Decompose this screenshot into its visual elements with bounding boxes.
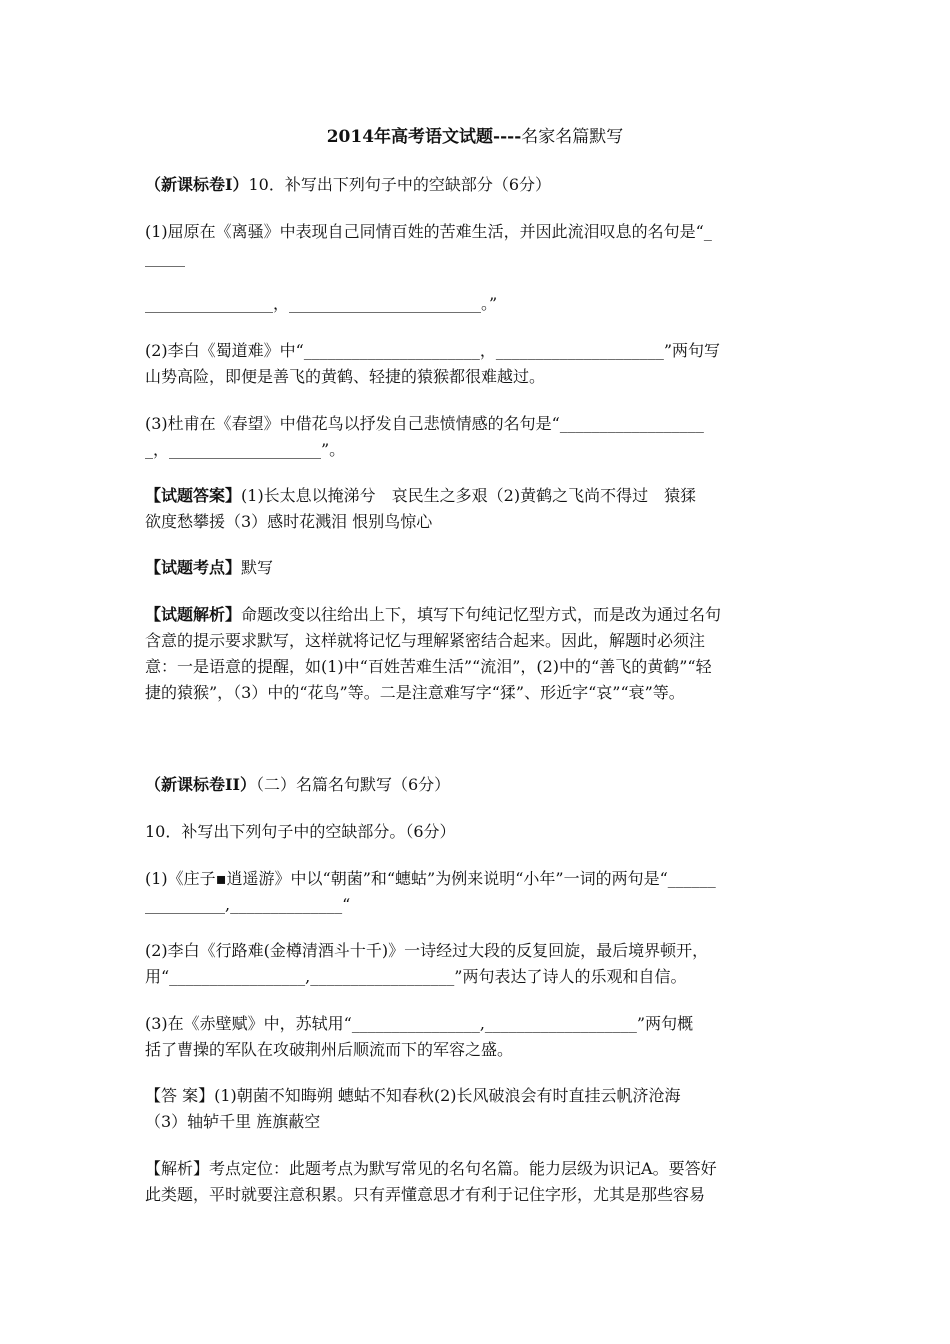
section2-answer-text: (1)朝菌不知晦朔 蟪蛄不知春秋(2)长风破浪会有时直挂云帆济沧海 xyxy=(214,1086,681,1105)
section1-q1-line1: (1)屈原在《离骚》中表现自己同情百姓的苦难生活，并因此流泪叹息的名句是“_ xyxy=(145,222,712,241)
section1-analysis-text: 命题改变以往给出上下，填写下句纯记忆型方式，而是改为通过名句 xyxy=(241,605,722,624)
section2-q2-line2: 用“_________________,__________________”两句表达了诗人的乐观和自信。 xyxy=(145,967,687,986)
section1-analysis-line4: 捷的猿猴”，（3）中的“花鸟”等。二是注意难写字“猱”、形近字“哀”“衰”等。 xyxy=(145,683,685,702)
section1-q3-line1: (3)杜甫在《春望》中借花鸟以抒发自己悲愤情感的名句是“__________________ xyxy=(145,414,704,433)
title-bold: 2014年高考语文试题---- xyxy=(326,127,522,147)
section2-answer-line2: （3）轴轳千里 旌旗蔽空 xyxy=(145,1112,321,1131)
section2-analysis-line1 xyxy=(145,1156,810,1182)
section1-point xyxy=(145,555,810,581)
section2-q3-line2: 括了曹操的军队在攻破荆州后顺流而下的军容之盛。 xyxy=(145,1040,514,1059)
section1-q1-line2: _____ xyxy=(145,248,185,267)
section1-q2-line2: 山势高险，即便是善飞的黄鹤、轻捷的猿猴都很难越过。 xyxy=(145,367,546,386)
section1-analysis-line1 xyxy=(145,602,810,628)
title-normal: 名家名篇默写 xyxy=(521,127,624,147)
section1-q3-line2: _，___________________”。 xyxy=(145,440,346,459)
section1-q1-line3: ________________，________________________。” xyxy=(145,294,498,313)
section1-answer-line1 xyxy=(145,483,810,509)
section2-heading-label: （新课标卷II） xyxy=(145,775,256,794)
section1-answer-line2: 欲度愁攀援（3）感时花溅泪 恨别鸟惊心 xyxy=(145,512,433,531)
section1-analysis-line3: 意：一是语意的提醒，如(1)中“百姓苦难生活”“流泪”，(2)中的“善飞的黄鹤”“轻 xyxy=(145,657,712,676)
section2-analysis-label: 【解析】 xyxy=(145,1159,210,1178)
document-title xyxy=(0,126,950,148)
section1-heading xyxy=(145,172,810,198)
section2-q1-line1: (1)《庄子▪逍遥游》中以“朝菌”和“蟪蛄”为例来说明“小年”一词的两句是“______ xyxy=(145,869,716,888)
section2-q2-line1: (2)李白《行路难(金樽清酒斗十千)》一诗经过大段的反复回旋，最后境界顿开， xyxy=(145,941,709,960)
section1-analysis-label: 【试题解析】 xyxy=(145,605,242,624)
section2-answer-label: 【答 案】 xyxy=(145,1086,215,1105)
section2-heading-text: （二）名篇名句默写（6分） xyxy=(255,775,451,794)
section2-q1-line2: __________,______________“ xyxy=(145,895,351,914)
section1-answer-text: (1)长太息以掩涕兮 哀民生之多艰（2)黄鹤之飞尚不得过 猿猱 xyxy=(241,486,697,505)
section1-analysis-line2: 含意的提示要求默写，这样就将记忆与理解紧密结合起来。因此，解题时必须注 xyxy=(145,631,706,650)
section2-analysis-line2: 此类题，平时就要注意积累。只有弄懂意思才有利于记住字形，尤其是那些容易 xyxy=(145,1185,706,1204)
section1-heading-label: （新课标卷Ⅰ） xyxy=(145,175,249,194)
section1-answer-label: 【试题答案】 xyxy=(145,486,242,505)
section1-heading-text: 10．补写出下列句子中的空缺部分（6分） xyxy=(248,175,552,194)
section1-point-label: 【试题考点】 xyxy=(145,558,242,577)
section2-analysis-text: 考点定位：此题考点为默写常见的名句名篇。能力层级为识记A。要答好 xyxy=(209,1159,717,1178)
section1-q2-line1: (2)李白《蜀道难》中“______________________，_____________________”两句写 xyxy=(145,341,721,360)
section2-answer-line1 xyxy=(145,1083,810,1109)
section2-q3-line1: (3)在《赤壁赋》中，苏轼用“________________,___________________”两句概 xyxy=(145,1014,694,1033)
section2-subheading: 10．补写出下列句子中的空缺部分。（6分） xyxy=(145,822,456,841)
section1-point-text: 默写 xyxy=(241,558,274,577)
section2-heading xyxy=(145,772,810,798)
